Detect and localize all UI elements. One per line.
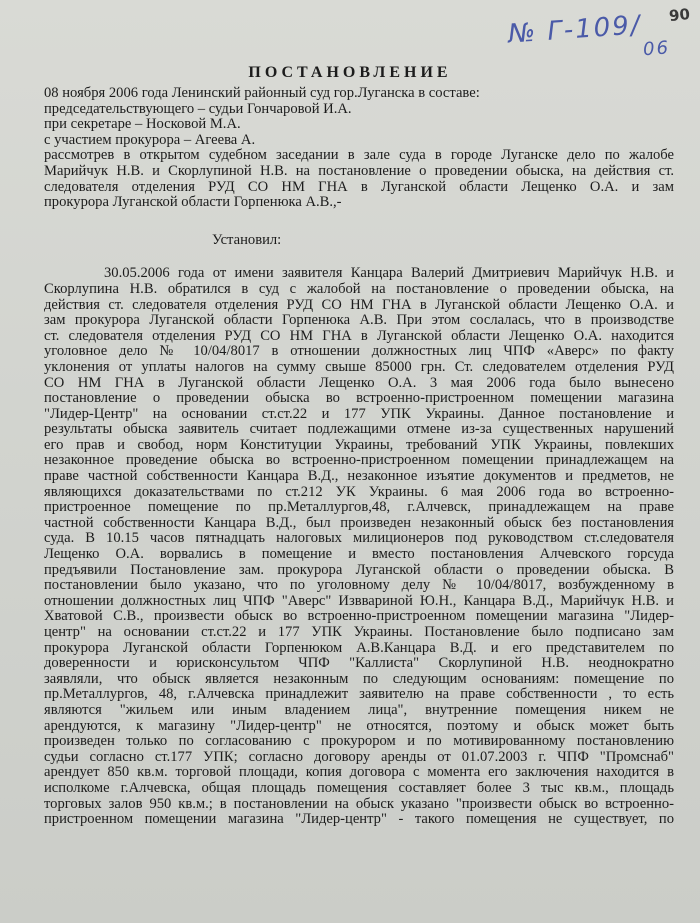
body-line: отношении должностных лиц ЧПФ "Аверс" Изввариной Ю.Н., Канцара В.Д., Марийчук Н.В. и — [44, 592, 674, 609]
body-line: произведен только по согласованию с прокурором и по мотивированному постановлению — [44, 733, 674, 750]
intro-line: 08 ноября 2006 года Ленинский районный суд гор.Луганска в составе: — [44, 85, 480, 101]
intro-block — [44, 86, 674, 211]
body-line: исполкоме г.Алчевска, общая площадь помещения составляет более 3 тыс кв.м., площадь — [44, 779, 674, 796]
body-line: являющихся доказательствами по ст.212 УК Украины. 6 мая 2006 года во встроенно- — [44, 483, 674, 500]
intro-line: следователя отделения РУД СО НМ ГНА в Луганской области Лещенко О.А. и зам — [44, 178, 674, 195]
body-line: праве частной собственности Канцара В.Д., незаконное изъятие документов и предметов, не — [44, 468, 674, 485]
intro-line: прокурора Луганской области Горпенюка А.В.,- — [44, 194, 342, 211]
body-block — [44, 266, 674, 827]
body-line: уклонения от уплаты налогов на сумму свыше 85000 грн. Ст. следователем отделения РУД — [44, 358, 674, 375]
handwritten-case-number: № $Г-109/_{06}$ — [506, 10, 671, 61]
body-line: частной собственности Канцара В.Д., был произведен незаконный обыск без постановления — [44, 514, 674, 531]
intro-line: Марийчук Н.В. и Скорлупиной Н.В. на постановление о проведении обыска, на действия ст. — [44, 162, 674, 179]
body-line: торговых залов 950 кв.м.; в постановлении на обыск указано "произвести обыск во встроенно- — [44, 795, 674, 812]
body-line: Хватовой С.В., произвести обыск во встроенно-пристроенном помещении магазина "Лидер- — [44, 608, 674, 625]
body-line: действия ст. следователя отделения РУД СО НМ ГНА в Луганской области Лещенко О.А. и — [44, 296, 674, 313]
section-heading: Установил: — [212, 231, 282, 248]
body-line: предъявили Постановление зам. прокурора Луганской области о проведении обыска. В — [44, 561, 674, 578]
body-line: Лещенко О.А. ворвались в помещение и вместо постановления Алчевского горсуда — [44, 546, 674, 563]
document-title: ПОСТАНОВЛЕНИЕ — [248, 64, 452, 81]
body-line: незаконное проведение обыска во встроенно-пристроенном помещении принадлежащем на — [44, 452, 674, 469]
body-line: 30.05.2006 года от имени заявителя Канцара Валерий Дмитриевич Марийчук Н.В. и — [104, 265, 674, 282]
document-text — [44, 86, 674, 828]
page-number-handwritten: 90 — [668, 4, 691, 26]
body-line: прокурора Луганской области Горпенюком А.В.Канцара В.Д. и его представителем по — [44, 639, 674, 656]
body-line: судьи согласно ст.177 УПК; согласно договору аренды от 01.07.2003 г. ЧПФ "Промснаб" — [44, 748, 674, 765]
body-line: постановление о проведении обыска во встроенно-пристроенном помещении магазина — [44, 390, 674, 407]
body-line: зам прокурора Луганской области Горпенюка А.В. При этом сослалась, что в производстве — [44, 312, 674, 329]
body-line: уголовное дело № 10/04/8017 в отношении должностных лиц ЧПФ «Аверс» по факту — [44, 343, 674, 360]
body-line: СО НМ ГНА в Луганской области Лещенко О.А. 3 мая 2006 года было вынесено — [44, 374, 674, 391]
intro-line: рассмотрев в открытом судебном заседании в зале суда в городе Луганске дело по жалобе — [44, 147, 674, 164]
body-line: результаты обыска заявитель считает подлежащими отмене из-за существенных нарушений — [44, 421, 674, 438]
case-number-main: № Г-109 — [506, 11, 632, 50]
body-line: арендует 850 кв.м. торговой площади, копия договора с момента его заключения находится в — [44, 764, 674, 781]
body-line: пр.Металлургов, 48, г.Алчевска принадлежит заявителю на праве собственности , то есть — [44, 686, 674, 703]
body-line: доверенности и юрисконсультом ЧПФ "Каллиста" Скорлупиной Н.В. неоднократно — [44, 655, 674, 672]
intro-line: с участием прокурора – Агеева А. — [44, 131, 256, 148]
body-line: пристроенное помещение по пр.Металлургов,48, г.Алчевск, принадлежащем на праве — [44, 499, 674, 516]
intro-line: при секретаре – Носковой М.А. — [44, 116, 241, 133]
intro-line: председательствующего – судьи Гончаровой И.А. — [44, 100, 352, 117]
body-line: суда. В 10.15 часов пятнадцать налоговых милиционеров под руководством ст.следователя — [44, 530, 674, 547]
body-line: являются "жильем или иным владением лица", внутренние помещения никем не — [44, 701, 674, 718]
body-line: арендуются, к магазину "Лидер-центр" не относятся, поэтому и обыск может быть — [44, 717, 674, 734]
body-line: заявляли, что обыск является незаконным по следующим основаниям: помещение по — [44, 670, 674, 687]
body-line: ст. следователя отделения РУД СО НМ ГНА в Луганской области Лещенко О.А. находится — [44, 327, 674, 344]
body-line: постановлении было указано, что по уголовному делу № 10/04/8017, возбужденному в — [44, 577, 674, 594]
body-line: пристроенном помещении магазина "Лидер-центр" - такого помещения не существует, по — [44, 811, 674, 828]
body-line: центр" на основании ст.ст.22 и 177 УПК Украины. Постановление было подписано зам — [44, 624, 674, 640]
case-number-year: 06 — [641, 37, 671, 61]
body-line: его прав и свобод, норм Конституции Украины, требований УПК Украины, повлекших — [44, 436, 674, 453]
body-line: Скорлупина Н.В. обратился в суд с жалобой на постановление о проведении обыска, на — [44, 280, 674, 297]
body-line: "Лидер-Центр" на основании ст.ст.22 и 177 УПК Украины. Данное постановление и — [44, 405, 674, 422]
